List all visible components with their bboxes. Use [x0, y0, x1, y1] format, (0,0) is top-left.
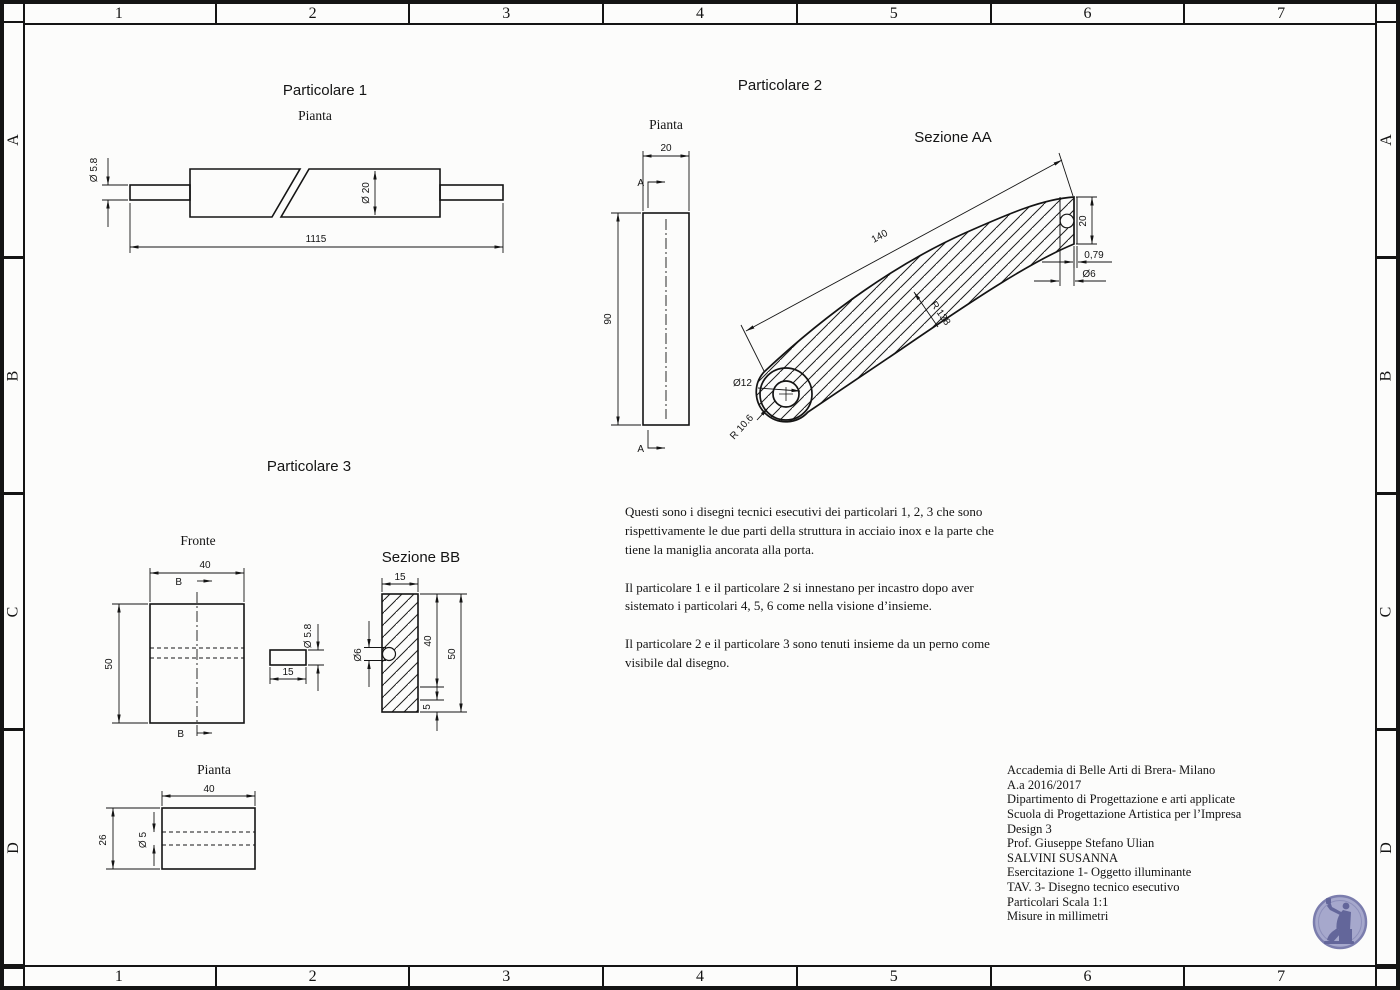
dim-label-section-upper: 40: [423, 635, 434, 647]
grid-column-label: 3: [410, 4, 604, 23]
section-marker-a-bottom: A: [637, 444, 644, 455]
part3-front-drawing: [104, 560, 244, 740]
dim-label-plan-width: 40: [203, 784, 215, 795]
end-pin-hole: [1060, 214, 1074, 228]
part1-rod-outline: [130, 169, 503, 217]
part1-dimensions: [102, 158, 503, 253]
part3-plan-hidden-hole: [162, 832, 255, 845]
dim-label-plan-height: 90: [603, 313, 614, 325]
grid-row-label: D: [4, 731, 23, 967]
grid-row-label: C: [1377, 495, 1396, 731]
dim-label-total-length: 1115: [305, 234, 327, 245]
grid-column-label: 1: [23, 4, 217, 23]
dim-label-body-diameter: Ø 20: [361, 182, 372, 204]
title-block-line: SALVINI SUSANNA: [1007, 850, 1119, 865]
grid-column-label: 5: [798, 967, 992, 986]
part3-front-label: Fronte: [180, 533, 216, 548]
grid-column-label: 6: [992, 967, 1186, 986]
part3-section-title: Sezione BB: [381, 549, 461, 566]
dim-label-section-hole: Ø6: [353, 648, 364, 662]
grid-row-label: C: [4, 495, 23, 731]
dim-label-section-total: 50: [447, 648, 458, 660]
dim-label-side-height: Ø 5.8: [303, 623, 314, 649]
grid-row-label: B: [4, 259, 23, 495]
title-block-line: Prof. Giuseppe Stefano Ulian: [1007, 836, 1155, 851]
part1-title: Particolare 1: [282, 82, 368, 99]
dim-label-end-height: 20: [1078, 215, 1089, 227]
dim-label-front-width: 40: [199, 560, 211, 571]
part1-drawing: [89, 157, 503, 253]
title-block-line: Design 3: [1007, 821, 1052, 836]
part3-side-drawing: [270, 623, 324, 691]
title-block-line: Esercitazione 1- Oggetto illuminante: [1007, 865, 1192, 880]
notes-block: [625, 503, 997, 692]
part3-plan-outline: [162, 808, 255, 869]
grid-column-label: 2: [217, 967, 411, 986]
part3-side-outline: [270, 650, 306, 665]
part3-section-hole: [383, 648, 396, 661]
dim-label-plan-width: 20: [660, 143, 672, 154]
handle-section-body: [756, 197, 1074, 422]
grid-row-label: D: [1377, 731, 1396, 967]
grid-column-label: 2: [217, 4, 411, 23]
part2-plan-dimensions: [611, 151, 689, 448]
part2-plan-drawing: [603, 143, 689, 455]
grid-column-label: 1: [23, 967, 217, 986]
title-block-line: Dipartimento di Progettazione e arti applicate: [1007, 792, 1236, 807]
dim-label-rod-diameter: Ø 5.8: [89, 157, 100, 183]
notes-paragraph-1: Questi sono i disegni tecnici esecutivi dei particolari 1, 2, 3 che sono rispettivamente le due parti della struttura in acciaio inox e la parte che tiene la maniglia ancorata alla porta.: [625, 504, 994, 557]
section-marker-b-top: B: [175, 577, 182, 588]
section-marker-b-bottom: B: [177, 729, 184, 740]
title-block-line: Misure in millimetri: [1007, 909, 1109, 924]
title-block: [1007, 763, 1347, 924]
grid-row-label: A: [1377, 23, 1396, 259]
dim-label-section-lower: 5: [422, 704, 433, 710]
grid-column-label: 6: [992, 4, 1186, 23]
dim-label-front-height: 50: [104, 658, 115, 670]
grid-column-label: 7: [1277, 4, 1286, 22]
dim-label-ring-radius: R 10.6: [728, 412, 757, 442]
part3-plan-dimensions: [106, 791, 255, 869]
title-block-line: Particolari Scala 1:1: [1007, 894, 1109, 909]
part3-title: Particolare 3: [266, 458, 352, 475]
title-block-line: TAV. 3- Disegno tecnico esecutivo: [1007, 880, 1180, 894]
dim-label-section-width: 15: [394, 572, 406, 583]
grid-column-label: 4: [604, 4, 798, 23]
dim-label-curve-radius: R 138: [927, 299, 953, 328]
part2-title: Particolare 2: [737, 77, 823, 94]
grid-column-label: 7: [1277, 967, 1286, 985]
part3-plan-drawing: [98, 784, 255, 869]
grid-column-label: 4: [604, 967, 798, 986]
dim-label-side-width: 15: [282, 667, 294, 678]
title-block-line: Accademia di Belle Arti di Brera- Milano: [1007, 763, 1216, 777]
grid-column-label: 3: [410, 967, 604, 986]
dim-label-lip: 0,79: [1084, 250, 1104, 261]
dim-label-arc-length: 140: [869, 227, 890, 246]
notes-paragraph-3: Il particolare 2 e il particolare 3 sono tenuti insieme da un perno come visibile dal disegno.: [625, 636, 990, 671]
section-marker-a-top: A: [637, 178, 644, 189]
notes-paragraph-2: Il particolare 1 e il particolare 2 si innestano per incastro dopo aver sistemato i particolari 4, 5, 6 come nella visione d’insieme.: [625, 579, 974, 614]
grid-row-label: B: [1377, 259, 1396, 495]
part3-section-drawing: [353, 572, 467, 731]
part1-view-label: Pianta: [298, 108, 332, 123]
part3-plan-label: Pianta: [197, 762, 231, 777]
grid-row-label: A: [4, 23, 23, 259]
part3-side-dimensions: [270, 624, 324, 691]
title-block-line: Scuola di Progettazione Artistica per l’Impresa: [1007, 806, 1242, 821]
part2-view-label: Pianta: [649, 117, 683, 132]
dim-label-plan-hole: Ø 5: [138, 831, 149, 849]
grid-column-label: 5: [798, 4, 992, 23]
dim-label-ring-diameter: Ø12: [733, 378, 752, 389]
dim-label-end-hole: Ø6: [1082, 269, 1096, 280]
title-block-line: A.a 2016/2017: [1007, 777, 1082, 792]
part3-front-dimensions: [112, 568, 244, 733]
part2-section-drawing: [728, 153, 1112, 442]
part2-section-title: Sezione AA: [914, 129, 992, 146]
dim-label-plan-depth: 26: [98, 834, 109, 846]
